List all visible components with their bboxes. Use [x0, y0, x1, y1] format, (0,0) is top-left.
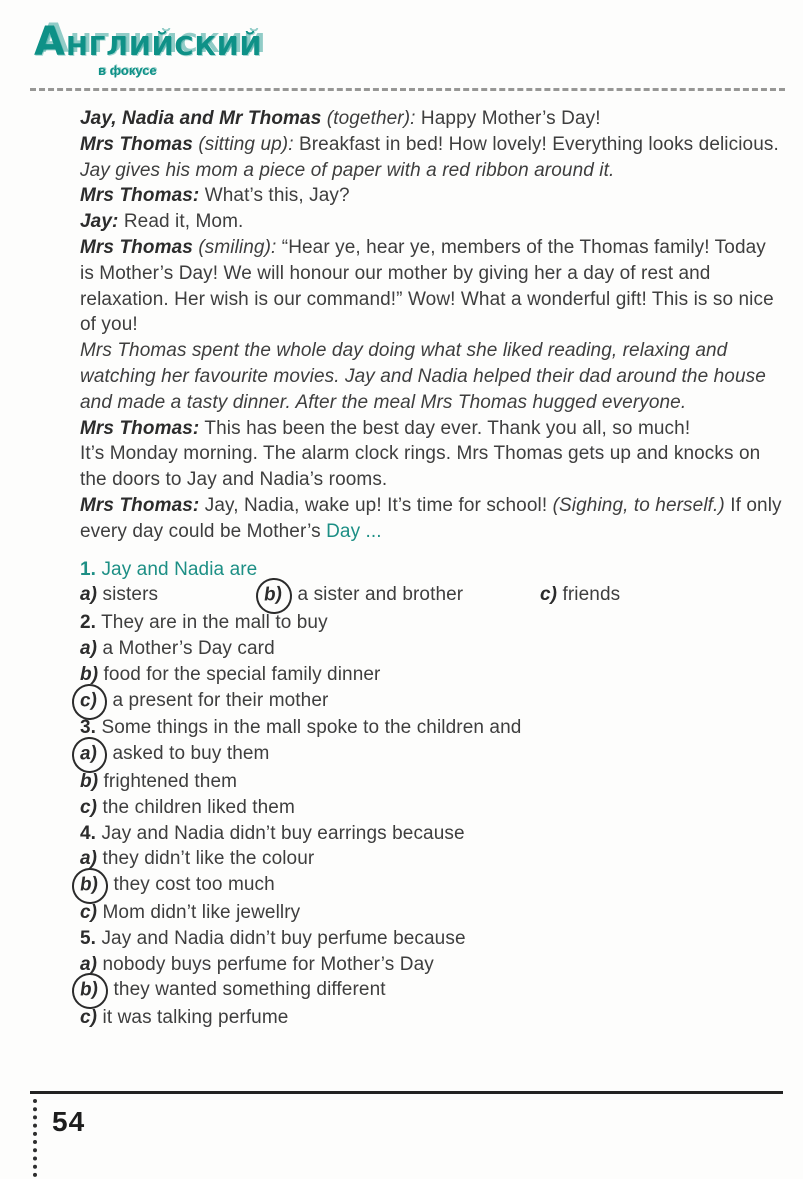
question-number: 5. [80, 927, 97, 949]
option-b [264, 582, 540, 610]
speaker-name: Mrs Thomas [80, 236, 193, 258]
dialogue-text: If only every day could be Mother’s [80, 494, 782, 542]
question [80, 821, 784, 926]
option-c [540, 582, 620, 608]
option-label: b) [71, 972, 109, 1010]
question-text: Jay and Nadia didn’t buy perfume because [101, 927, 466, 949]
option-label: b) [80, 770, 99, 792]
option-b [80, 872, 784, 900]
question-text: They are in the mall to buy [101, 612, 328, 634]
page-number: 54 [52, 1106, 86, 1137]
question-title [80, 557, 784, 583]
question [80, 715, 784, 820]
option-text: the children liked them [102, 796, 295, 818]
stage-direction: (together): [326, 108, 416, 129]
question-text: Some things in the mall spoke to the children and [101, 717, 522, 739]
dialogue-line [80, 209, 784, 235]
option-c [80, 795, 784, 821]
option-text: they didn’t like the colour [102, 848, 315, 870]
page-body [80, 106, 784, 1031]
dotted-margin-line [33, 1099, 37, 1177]
option-label: a) [80, 848, 98, 870]
option-a [80, 741, 784, 769]
option-text: asked to buy them [112, 743, 270, 765]
dialogue-text: Happy Mother’s Day! [420, 108, 601, 129]
option-text: a sister and brother [297, 584, 464, 606]
question-title [80, 715, 784, 741]
option-label: b) [80, 663, 99, 685]
question-number: 4. [80, 822, 97, 844]
option-label: c) [540, 584, 558, 606]
dialogue-text: Read it, Mom. [123, 211, 244, 233]
option-label: b) [71, 867, 109, 905]
question [80, 557, 784, 611]
stage-direction: (Sighing, to herself.) [552, 494, 725, 516]
stage-direction: (smiling): [198, 236, 277, 258]
option-label: c) [80, 1007, 98, 1029]
speaker-name: Mrs Thomas: [80, 494, 200, 516]
dialogue-line [80, 416, 784, 442]
question-title [80, 926, 784, 952]
dialogue-text: Breakfast in bed! How lovely! Everything looks delicious. [298, 133, 779, 155]
option-text: nobody buys perfume for Mother’s Day [102, 953, 434, 975]
option-c [80, 688, 784, 716]
question [80, 610, 784, 715]
speaker-name: Mrs Thomas: [80, 185, 200, 207]
bottom-divider [30, 1091, 783, 1094]
narration-line: Mrs Thomas spent the whole day doing what she liked reading, relaxing and watching her favourite movies. Jay and Nadia helped their dad around the house and made a tasty dinner. After the meal Mrs Thomas hugged everyone. [80, 340, 766, 413]
option-b [80, 769, 784, 795]
speaker-name: Jay, Nadia and Mr Thomas [80, 108, 322, 129]
option-a [80, 846, 784, 872]
option-b [80, 662, 784, 688]
dialogue-text: “Hear ye, hear ye, members of the Thomas family! Today is Mother’s Day! We will honour our mother by giving her a day of rest and relaxation. Her wish is our command!” Wow! What a wonderful gift! This is so nice of you! [80, 236, 774, 336]
option-label: a) [80, 953, 98, 975]
narrative-line: It’s Monday morning. The alarm clock rings. Mrs Thomas gets up and knocks on the doors to Jay and Nadia’s rooms. [80, 443, 761, 491]
option-c [80, 1005, 784, 1031]
option-c [80, 900, 784, 926]
speaker-name: Mrs Thomas: [80, 417, 200, 439]
option-text: it was talking perfume [102, 1007, 289, 1029]
question-title [80, 821, 784, 847]
option-a [80, 636, 784, 662]
option-a [80, 582, 264, 608]
question-text: Jay and Nadia didn’t buy earrings because [101, 822, 465, 844]
speaker-name: Mrs Thomas [80, 133, 193, 155]
dialogue-line [80, 183, 784, 209]
option-text: they wanted something different [113, 979, 386, 1001]
option-text: a Mother’s Day card [102, 637, 275, 659]
option-a [80, 952, 784, 978]
dialogue-text: What’s this, Jay? [204, 185, 350, 207]
logo-subtitle: в фокусе [98, 63, 157, 78]
option-label: c) [71, 683, 108, 721]
dialogue-section [80, 106, 784, 545]
quiz-section [80, 557, 784, 1031]
option-label: c) [80, 901, 98, 923]
question-number: 3. [80, 717, 97, 739]
dialogue-line [80, 132, 784, 158]
option-text: friends [562, 584, 621, 606]
question [80, 926, 784, 1031]
logo-title: АНГЛИЙСКИЙ [34, 19, 263, 65]
option-text: sisters [102, 584, 159, 606]
dialogue-text: Day ... [326, 520, 382, 542]
stage-direction: (sitting up): [198, 133, 294, 155]
option-b [80, 977, 784, 1005]
dialogue-line [80, 493, 784, 545]
option-label: a) [80, 584, 98, 606]
option-label: a) [71, 736, 108, 774]
narration-line: Jay gives his mom a piece of paper with a red ribbon around it. [80, 159, 615, 181]
question-text: Jay and Nadia are [101, 558, 258, 580]
option-label: b) [255, 577, 293, 615]
question-number: 2. [80, 612, 97, 634]
dialogue-line [80, 106, 784, 132]
option-text: frightened them [103, 770, 238, 792]
question-title [80, 610, 784, 636]
speaker-name: Jay: [80, 211, 119, 233]
dialogue-line [80, 235, 784, 338]
option-text: food for the special family dinner [103, 663, 381, 685]
question-number: 1. [80, 558, 97, 580]
spotlight-logo [34, 19, 263, 78]
dialogue-text: Jay, Nadia, wake up! It’s time for school! [204, 494, 548, 516]
option-text: they cost too much [113, 874, 275, 896]
option-text: Mom didn’t like jewellry [102, 901, 301, 923]
option-label: a) [80, 637, 98, 659]
dialogue-text: This has been the best day ever. Thank you all, so much! [204, 417, 691, 439]
option-text: a present for their mother [112, 689, 329, 711]
top-divider [30, 88, 785, 91]
options-row [80, 582, 784, 610]
option-label: c) [80, 796, 98, 818]
